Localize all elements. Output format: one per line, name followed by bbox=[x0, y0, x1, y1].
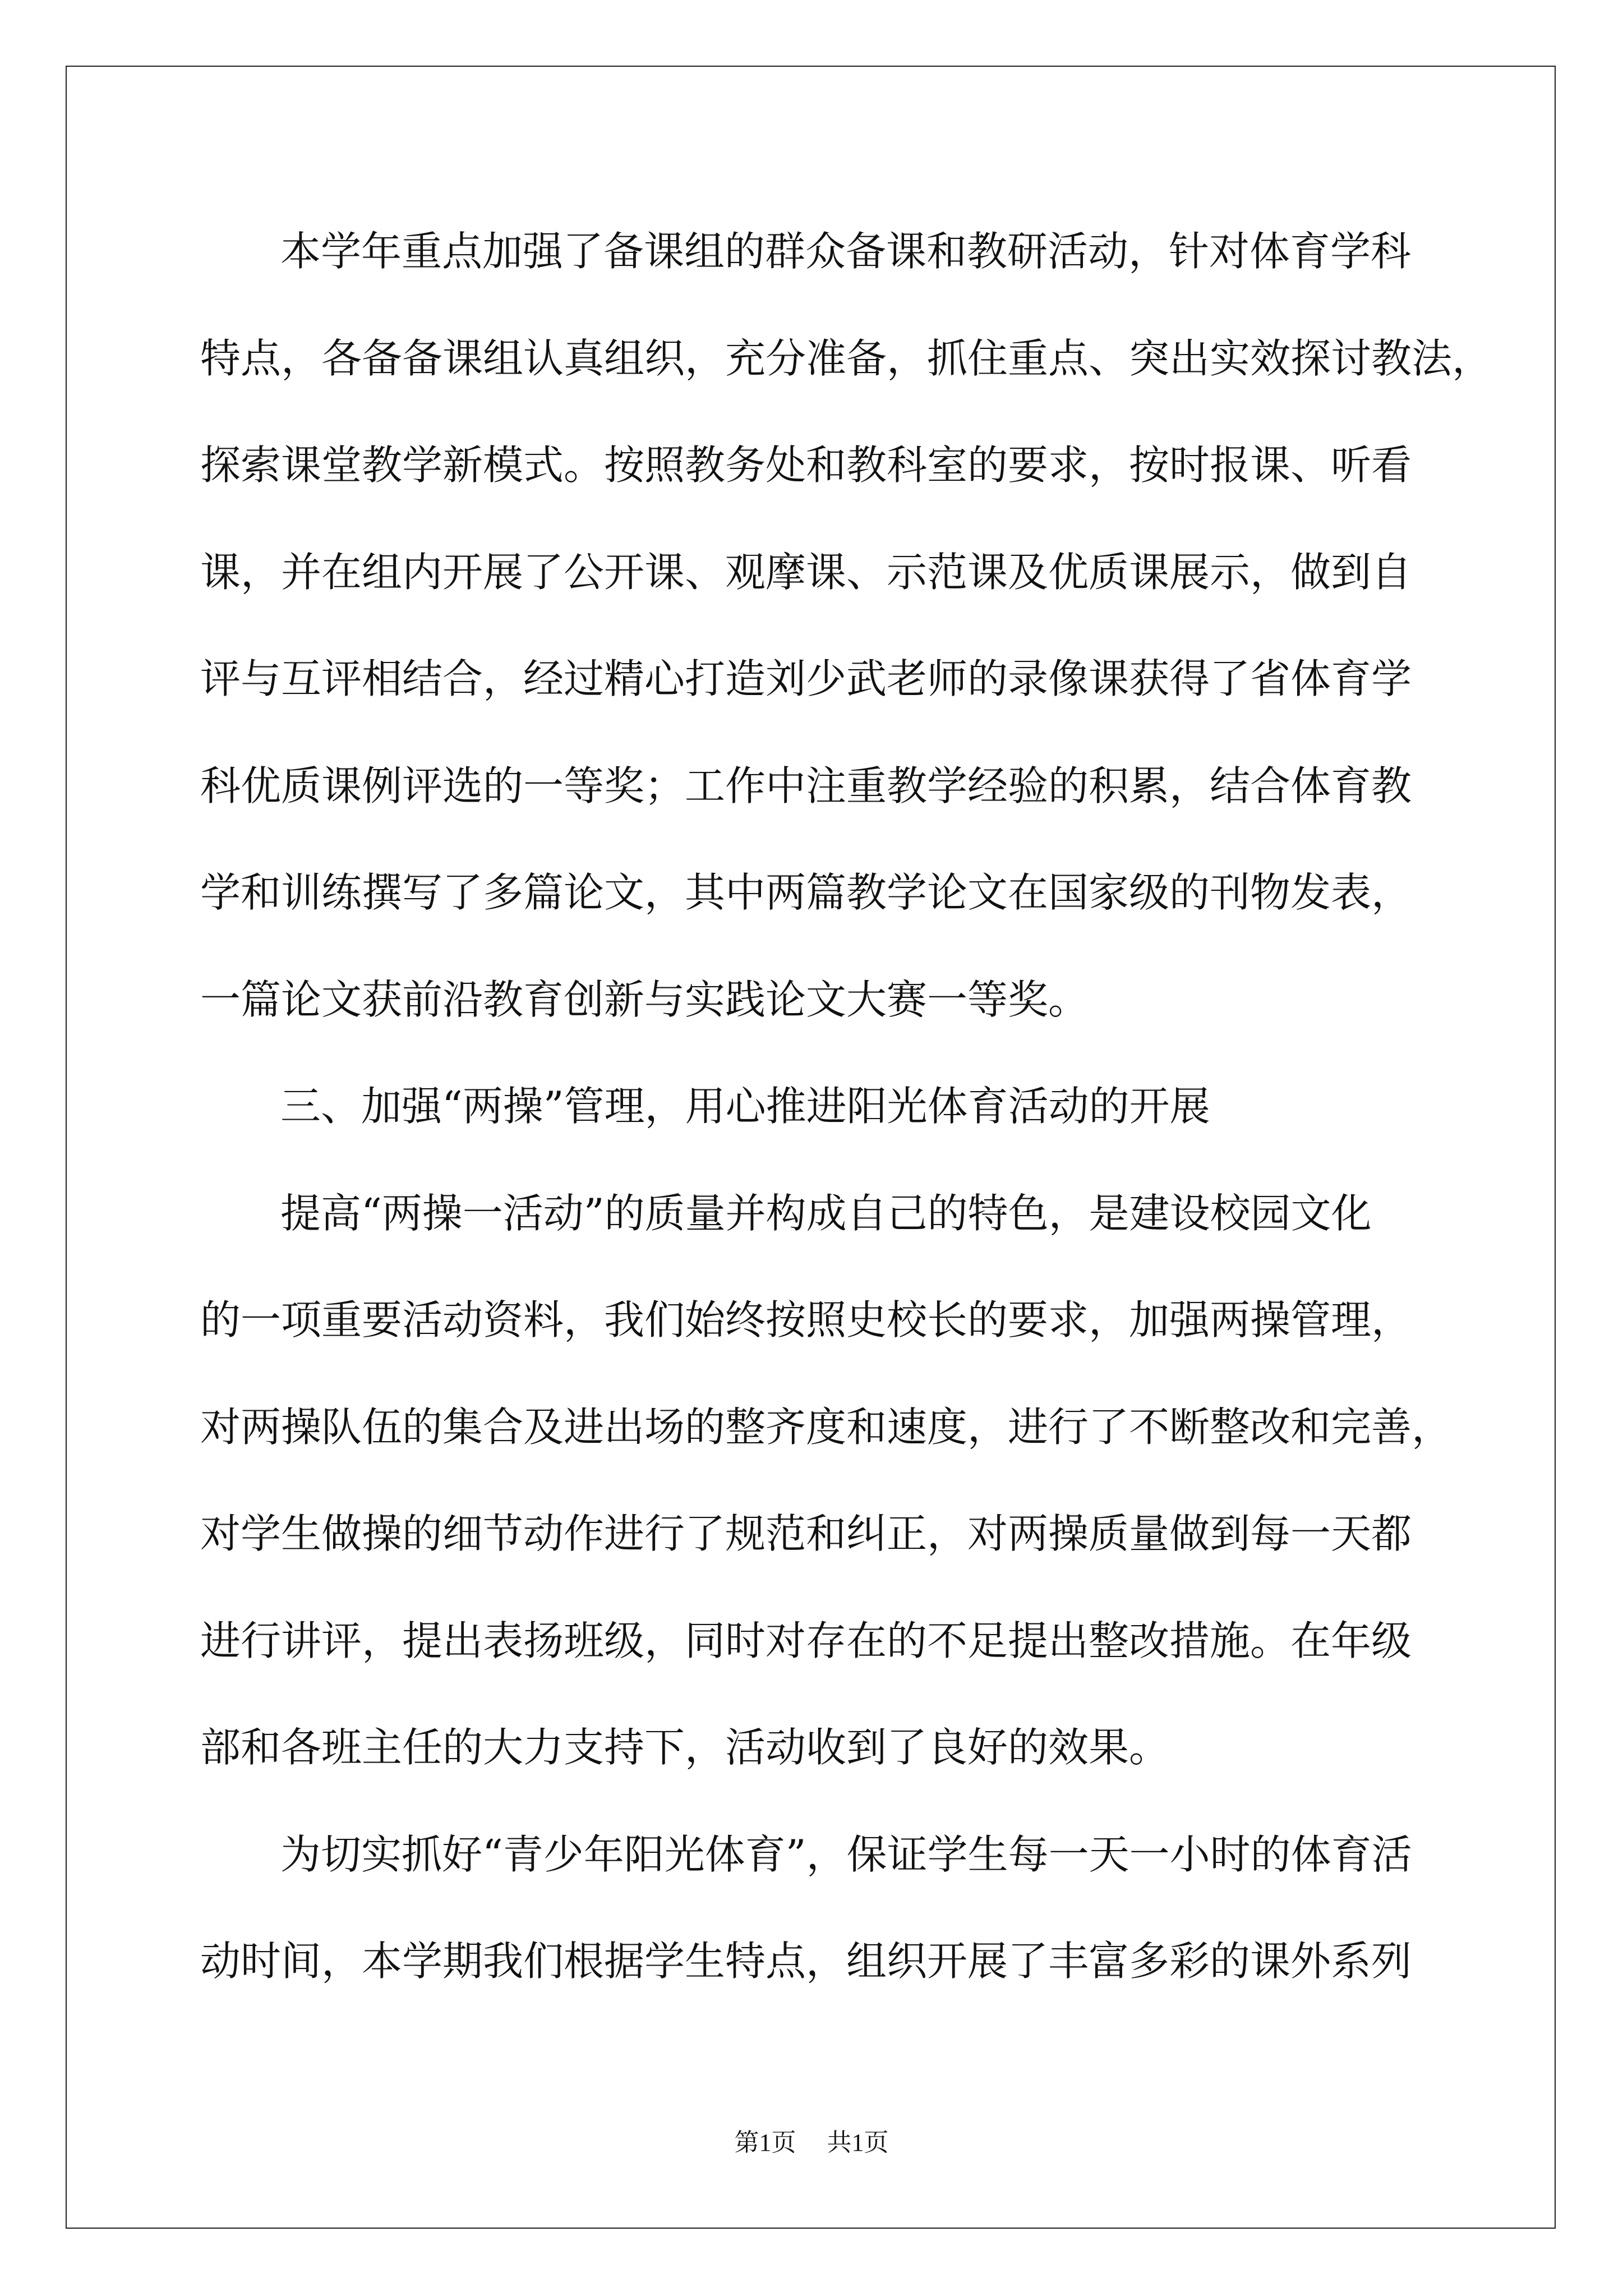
section-heading: 三、加强“两操”管理，用心推进阳光体育活动的开展 bbox=[280, 1083, 1210, 1130]
paragraph-line: 的一项重要活动资料，我们始终按照史校长的要求，加强两操管理， bbox=[200, 1296, 1412, 1343]
paragraph-line: 学和训练撰写了多篇论文，其中两篇教学论文在国家级的刊物发表， bbox=[200, 869, 1412, 916]
paragraph-line: 科优质课例评选的一等奖；工作中注重教学经验的积累，结合体育教 bbox=[200, 762, 1412, 809]
paragraph-line: 评与互评相结合，经过精心打造刘少武老师的录像课获得了省体育学 bbox=[200, 655, 1412, 702]
paragraph-line: 进行讲评，提出表扬班级，同时对存在的不足提出整改措施。在年级 bbox=[200, 1617, 1412, 1664]
page-number: 第1页 bbox=[734, 2129, 796, 2156]
paragraph-line: 动时间，本学期我们根据学生特点，组织开展了丰富多彩的课外系列 bbox=[200, 1938, 1412, 1985]
page-footer bbox=[0, 2126, 1623, 2160]
document-body bbox=[200, 198, 1493, 2015]
paragraph-line: 一篇论文获前沿教育创新与实践论文大赛一等奖。 bbox=[200, 976, 1089, 1023]
paragraph-line: 对学生做操的细节动作进行了规范和纠正，对两操质量做到每一天都 bbox=[200, 1510, 1412, 1557]
paragraph-line: 提高“两操一活动”的质量并构成自己的特色，是建设校园文化 bbox=[280, 1189, 1372, 1237]
paragraph-line: 本学年重点加强了备课组的群众备课和教研活动，针对体育学科 bbox=[280, 228, 1412, 275]
paragraph-line: 特点，各备备课组认真组织，充分准备，抓住重点、突出实效探讨教法， bbox=[200, 334, 1493, 382]
page-total: 共1页 bbox=[827, 2129, 889, 2156]
paragraph-line: 部和各班主任的大力支持下，活动收到了良好的效果。 bbox=[200, 1724, 1170, 1771]
paragraph-line: 对两操队伍的集合及进出场的整齐度和速度，进行了不断整改和完善， bbox=[200, 1403, 1453, 1451]
paragraph-line: 课，并在组内开展了公开课、观摩课、示范课及优质课展示，做到自 bbox=[200, 548, 1412, 596]
paragraph-line: 为切实抓好“青少年阳光体育”，保证学生每一天一小时的体育活 bbox=[280, 1830, 1412, 1878]
paragraph-line: 探索课堂教学新模式。按照教务处和教科室的要求，按时报课、听看 bbox=[200, 441, 1412, 489]
